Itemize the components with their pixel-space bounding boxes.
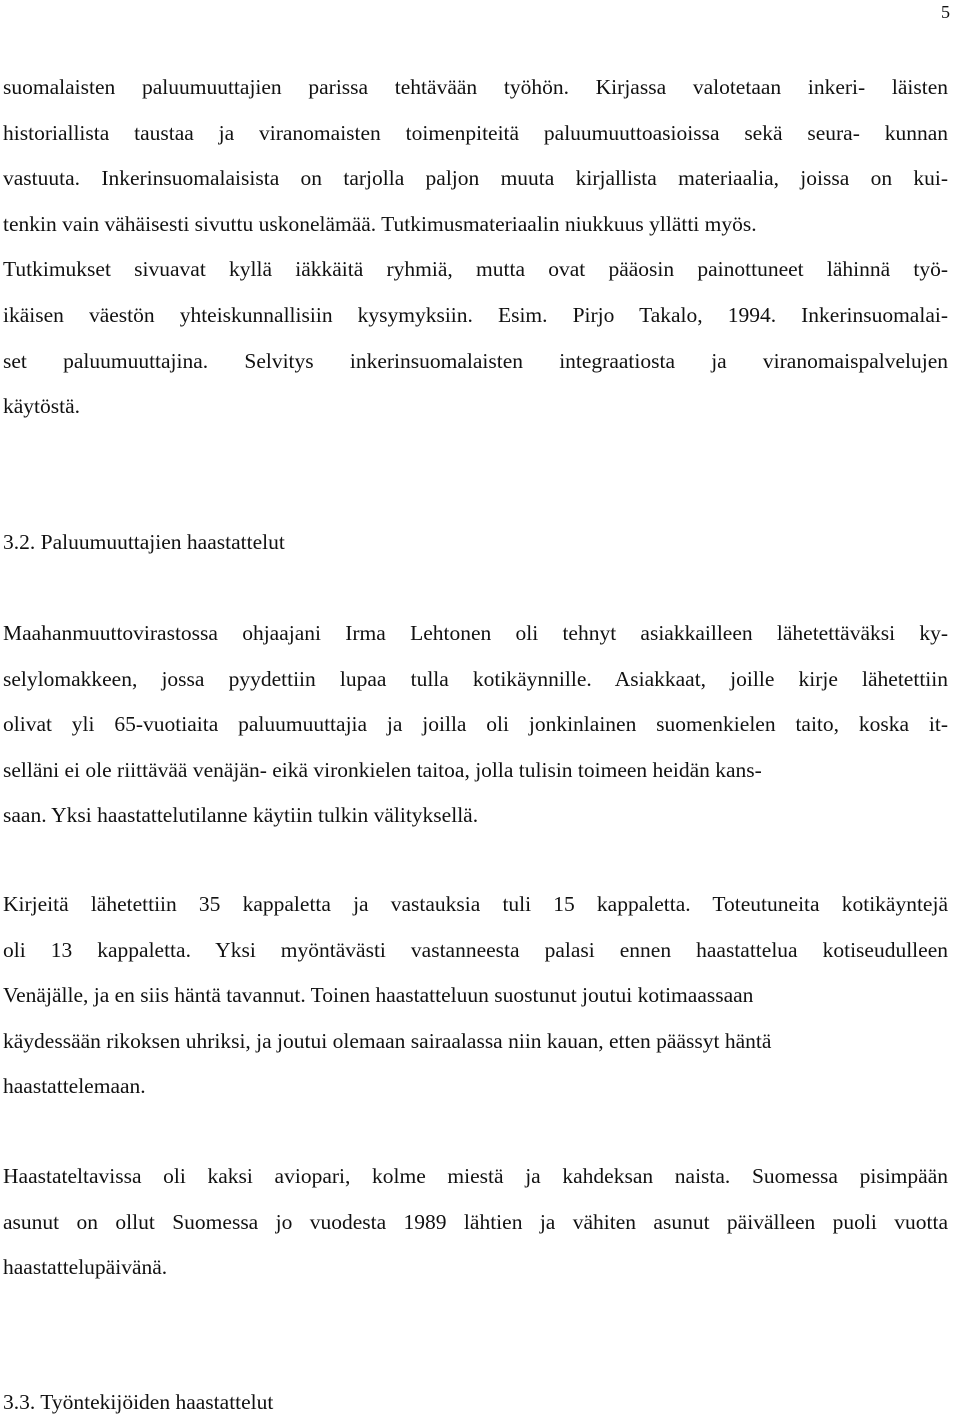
text-line: saan. Yksi haastattelutilanne käytiin tulkin välityksellä.: [3, 803, 479, 828]
text-line: käydessään rikoksen uhriksi, ja joutui olemaan sairaalassa niin kauan, etten päässyt häntä: [3, 1028, 772, 1053]
text-line: Kirjeitä lähetettiin 35 kappaletta ja vastauksia tuli 15 kappaletta. Toteutuneita kotikäyntejä: [3, 892, 948, 916]
text-line: selläni ei ole riittävää venäjän- eikä vironkielen taitoa, jolla tulisin toimeen heidän kans-: [3, 757, 762, 782]
text-line: asunut on ollut Suomessa jo vuodesta 1989 lähtien ja vähiten asunut päivälleen puoli vuotta: [3, 1209, 948, 1234]
text-line: ikäisen väestön yhteiskunnallisiin kysymyksiin. Esim. Pirjo Takalo, 1994. Inkerinsuomalai-: [3, 302, 948, 327]
text-line: suomalaisten paluumuuttajien parissa tehtävään työhön. Kirjassa valotetaan inkeri- läisten: [3, 75, 948, 99]
page-number: 5: [941, 2, 950, 22]
paragraph-4: [3, 1154, 948, 1291]
text-line: set paluumuuttajina. Selvitys inkerinsuomalaisten integraatiosta ja viranomaispalvelujen: [3, 348, 948, 373]
section-heading-3-3: 3.3. Työntekijöiden haastattelut: [3, 1390, 274, 1414]
text-line: haastattelupäivänä.: [3, 1255, 168, 1280]
text-line: vastuuta. Inkerinsuomalaisista on tarjolla paljon muuta kirjallista materiaalia, joissa on kui-: [3, 166, 948, 191]
text-line: käytöstä.: [3, 394, 81, 419]
paragraph-3: [3, 882, 948, 1110]
text-line: selylomakkeen, jossa pyydettiin lupaa tulla kotikäynnille. Asiakkaat, joille kirje lähetettiin: [3, 666, 948, 691]
text-line: Maahanmuuttovirastossa ohjaajani Irma Lehtonen oli tehnyt asiakkailleen lähetettäväksi ky-: [3, 621, 948, 645]
text-line: oli 13 kappaletta. Yksi myöntävästi vastanneesta palasi ennen haastattelua kotiseudulleen: [3, 937, 948, 962]
text-line: Venäjälle, ja en siis häntä tavannut. Toinen haastatteluun suostunut joutui kotimaassaan: [3, 983, 754, 1008]
paragraph-1: [3, 65, 948, 430]
section-heading-3-2: 3.2. Paluumuuttajien haastattelut: [3, 530, 285, 554]
text-line: olivat yli 65-vuotiaita paluumuuttajia ja joilla oli jonkinlainen suomenkielen taito, koska it-: [3, 712, 948, 737]
text-line: haastattelemaan.: [3, 1074, 146, 1099]
text-line: Tutkimukset sivuavat kyllä iäkkäitä ryhmiä, mutta ovat pääosin painottuneet lähinnä työ-: [3, 257, 948, 282]
text-line: Haastateltavissa oli kaksi aviopari, kolme miestä ja kahdeksan naista. Suomessa pisimpään: [3, 1164, 948, 1188]
text-line: historiallista taustaa ja viranomaisten toimenpiteitä paluumuuttoasioissa sekä seura- kunnan: [3, 120, 948, 145]
paragraph-2: [3, 611, 948, 839]
text-line: tenkin vain vähäisesti sivuttu uskonelämää. Tutkimusmateriaalin niukkuus yllätti myös.: [3, 211, 757, 236]
